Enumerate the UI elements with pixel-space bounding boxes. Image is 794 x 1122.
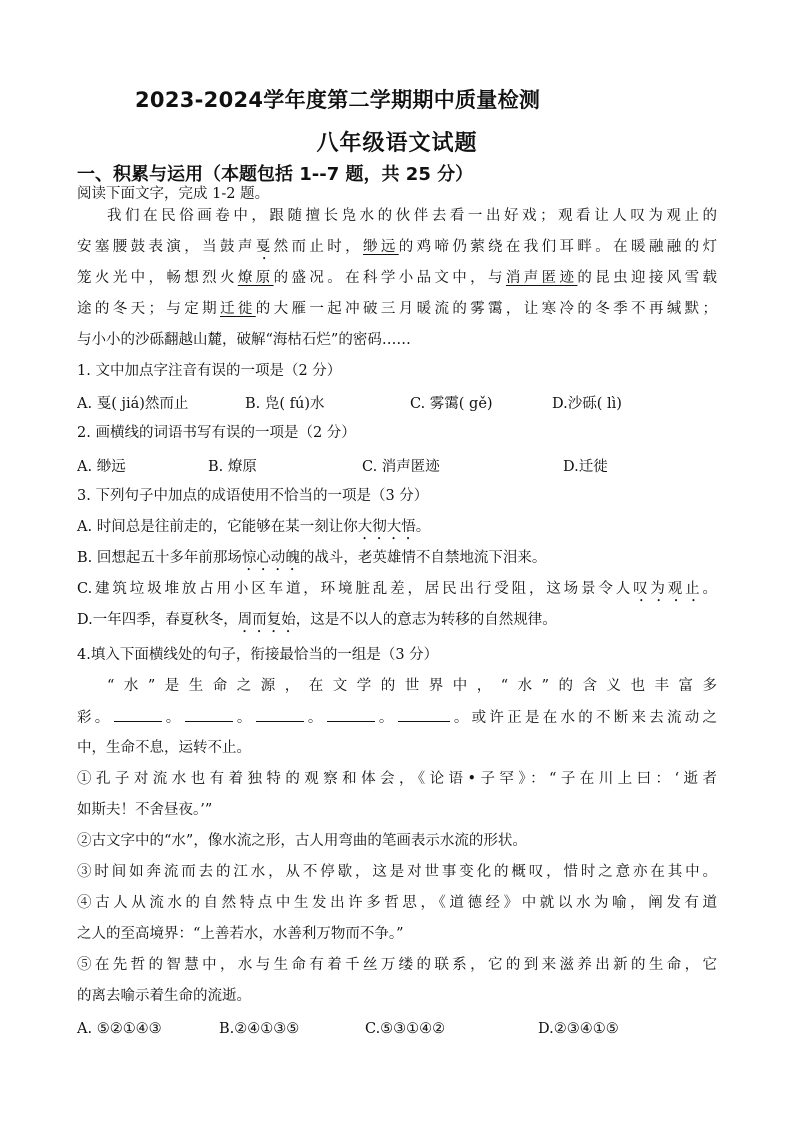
question-3-option-d — [77, 610, 557, 636]
question-4-option-d: D.②③④①⑤ — [538, 1021, 619, 1037]
sentence-2: ②古文字中的“水”，像水流之形，古人用弯曲的笔画表示水流的形状。 — [77, 833, 527, 849]
question-4-paragraph-1: “水”是生命之源，在文学的世界中，“水”的含义也丰富多 — [107, 678, 717, 694]
sentence-3: ③时间如奔流而去的江水，从不停歇，这是对世事变化的概叹，惜时之意亦在其中。 — [77, 864, 717, 880]
passage-line-2 — [77, 237, 717, 263]
question-1-option-a: A. 戛( jiá)然而止 — [77, 396, 189, 412]
underlined-word: 缈远 — [362, 239, 399, 255]
question-2-option-c: C. 消声匿迹 — [362, 459, 440, 475]
sentence-4-line-1: ④古人从流水的自然特点中生发出许多哲思，《道德经》中就以水为喻，阐发有道 — [77, 895, 717, 911]
passage-text: 的鸡啼仍萦绕在我们耳畔。在暖融融的灯 — [398, 239, 718, 255]
option-text: 。 — [702, 581, 718, 597]
answer-blank-4[interactable] — [327, 707, 375, 722]
dotted-char: 戛 — [255, 239, 274, 255]
passage-text: 的盛况。在科学小品文中，与 — [273, 270, 506, 286]
section-instruction: 阅读下面文字，完成 1-2 题。 — [77, 186, 270, 202]
section-heading: 一、积累与运用（本题包括 1--7 题，共 25 分） — [77, 164, 474, 185]
question-4-option-c: C.⑤③①④② — [365, 1021, 446, 1037]
question-4-paragraph-2 — [77, 707, 717, 728]
exam-title: 2023-2024学年度第二学期期中质量检测 — [135, 88, 541, 112]
blank-separator: 。 — [304, 710, 326, 726]
dotted-idiom: 周而复始 — [237, 612, 296, 628]
option-text: A. 时间总是往前走的，它能够在某一刻让你 — [77, 519, 358, 535]
question-4-paragraph-3: 中，生命不息，运转不止。 — [77, 740, 251, 756]
underlined-word: 消声匿迹 — [505, 270, 578, 286]
dotted-idiom: 大彻大悟 — [357, 519, 416, 535]
underlined-word: 燎原 — [237, 270, 274, 286]
question-1-option-d: D.沙砾( lì) — [552, 396, 622, 412]
passage-line-3 — [77, 268, 717, 288]
question-2-stem: 2. 画横线的词语书写有误的一项是（2 分） — [77, 425, 356, 441]
passage-text: 安塞腰鼓表演，当鼓声 — [77, 239, 256, 255]
passage-line-4 — [77, 299, 717, 319]
passage-line-1: 我们在民俗画卷中，跟随擅长凫水的伙伴去看一出好戏；观看让人叹为观止的 — [107, 208, 717, 224]
passage-text: 途的冬天；与定期 — [77, 301, 220, 317]
question-4-stem: 4.填入下面横线处的句子，衔接最恰当的一组是（3 分） — [77, 647, 439, 663]
question-4-option-b: B.②④①③⑤ — [219, 1021, 300, 1037]
question-1-stem: 1. 文中加点字注音有误的一项是（2 分） — [77, 363, 342, 379]
passage-line-5: 与小小的沙砾翻越山麓，破解“海枯石烂”的密码…… — [77, 332, 411, 348]
underlined-word: 迁徙 — [219, 301, 256, 317]
question-3-option-a — [77, 517, 430, 543]
question-3-option-c — [77, 579, 717, 605]
sentence-1-line-1: ①孔子对流水也有着独特的观察和体会，《论语•子罕》：“子在川上曰：‘逝者 — [77, 771, 717, 787]
answer-blank-3[interactable] — [256, 707, 304, 722]
exam-subtitle: 八年级语文试题 — [316, 131, 478, 156]
question-3-stem: 3. 下列句子中加点的成语使用不恰当的一项是（3 分） — [77, 488, 429, 504]
option-text: B. 回想起五十多年前那场 — [77, 550, 242, 566]
question-4-option-a: A. ⑤②①④③ — [77, 1021, 162, 1037]
question-2-option-a: A. 缈远 — [77, 459, 126, 475]
option-text: D.一年四季，春夏秋冬， — [77, 612, 238, 628]
dotted-idiom: 惊心动魄 — [241, 550, 300, 566]
blank-separator: 。 — [162, 710, 184, 726]
passage-text: 笼火光中，畅想烈火 — [77, 270, 238, 286]
answer-blank-5[interactable] — [398, 707, 450, 722]
sentence-1-line-2: 如斯夫！不舍昼夜。’” — [77, 802, 213, 818]
paragraph-text: 彩。 — [77, 710, 113, 726]
sentence-5-line-2: 的离去喻示着生命的流逝。 — [77, 988, 251, 1004]
sentence-4-line-2: 之人的至高境界：“上善若水，水善利万物而不争。” — [77, 926, 404, 942]
passage-text: 的昆虫迎接风雪载 — [577, 270, 718, 286]
question-2-option-d: D.迁徙 — [563, 459, 608, 475]
blank-separator: 。 — [233, 710, 255, 726]
blank-separator: 。 — [375, 710, 397, 726]
passage-text: 然而止时， — [273, 239, 363, 255]
answer-blank-2[interactable] — [185, 707, 233, 722]
sentence-5-line-1: ⑤在先哲的智慧中，水与生命有着千丝万缕的联系，它的到来滋养出新的生命，它 — [77, 957, 717, 973]
passage-text: 的大雁一起冲破三月暖流的雾霭，让寒冷的冬季不再缄默； — [255, 301, 718, 317]
question-1-option-c: C. 雾霭( gě) — [410, 396, 493, 412]
option-text: ，这是不以人的意志为转移的自然规律。 — [295, 612, 557, 628]
option-text: 。 — [415, 519, 431, 535]
dotted-idiom: 叹为观止 — [633, 581, 703, 597]
question-2-option-b: B. 燎原 — [208, 459, 257, 475]
answer-blank-1[interactable] — [114, 707, 162, 722]
paragraph-text: 。或许正是在水的不断来去流动之 — [450, 710, 718, 726]
question-1-option-b: B. 凫( fú)水 — [245, 396, 325, 412]
option-text: 的战斗，老英雄情不自禁地流下泪来。 — [299, 550, 547, 566]
option-text: C.建筑垃圾堆放占用小区车道，环境脏乱差，居民出行受阻，这场景令人 — [77, 581, 634, 597]
question-3-option-b — [77, 548, 546, 574]
